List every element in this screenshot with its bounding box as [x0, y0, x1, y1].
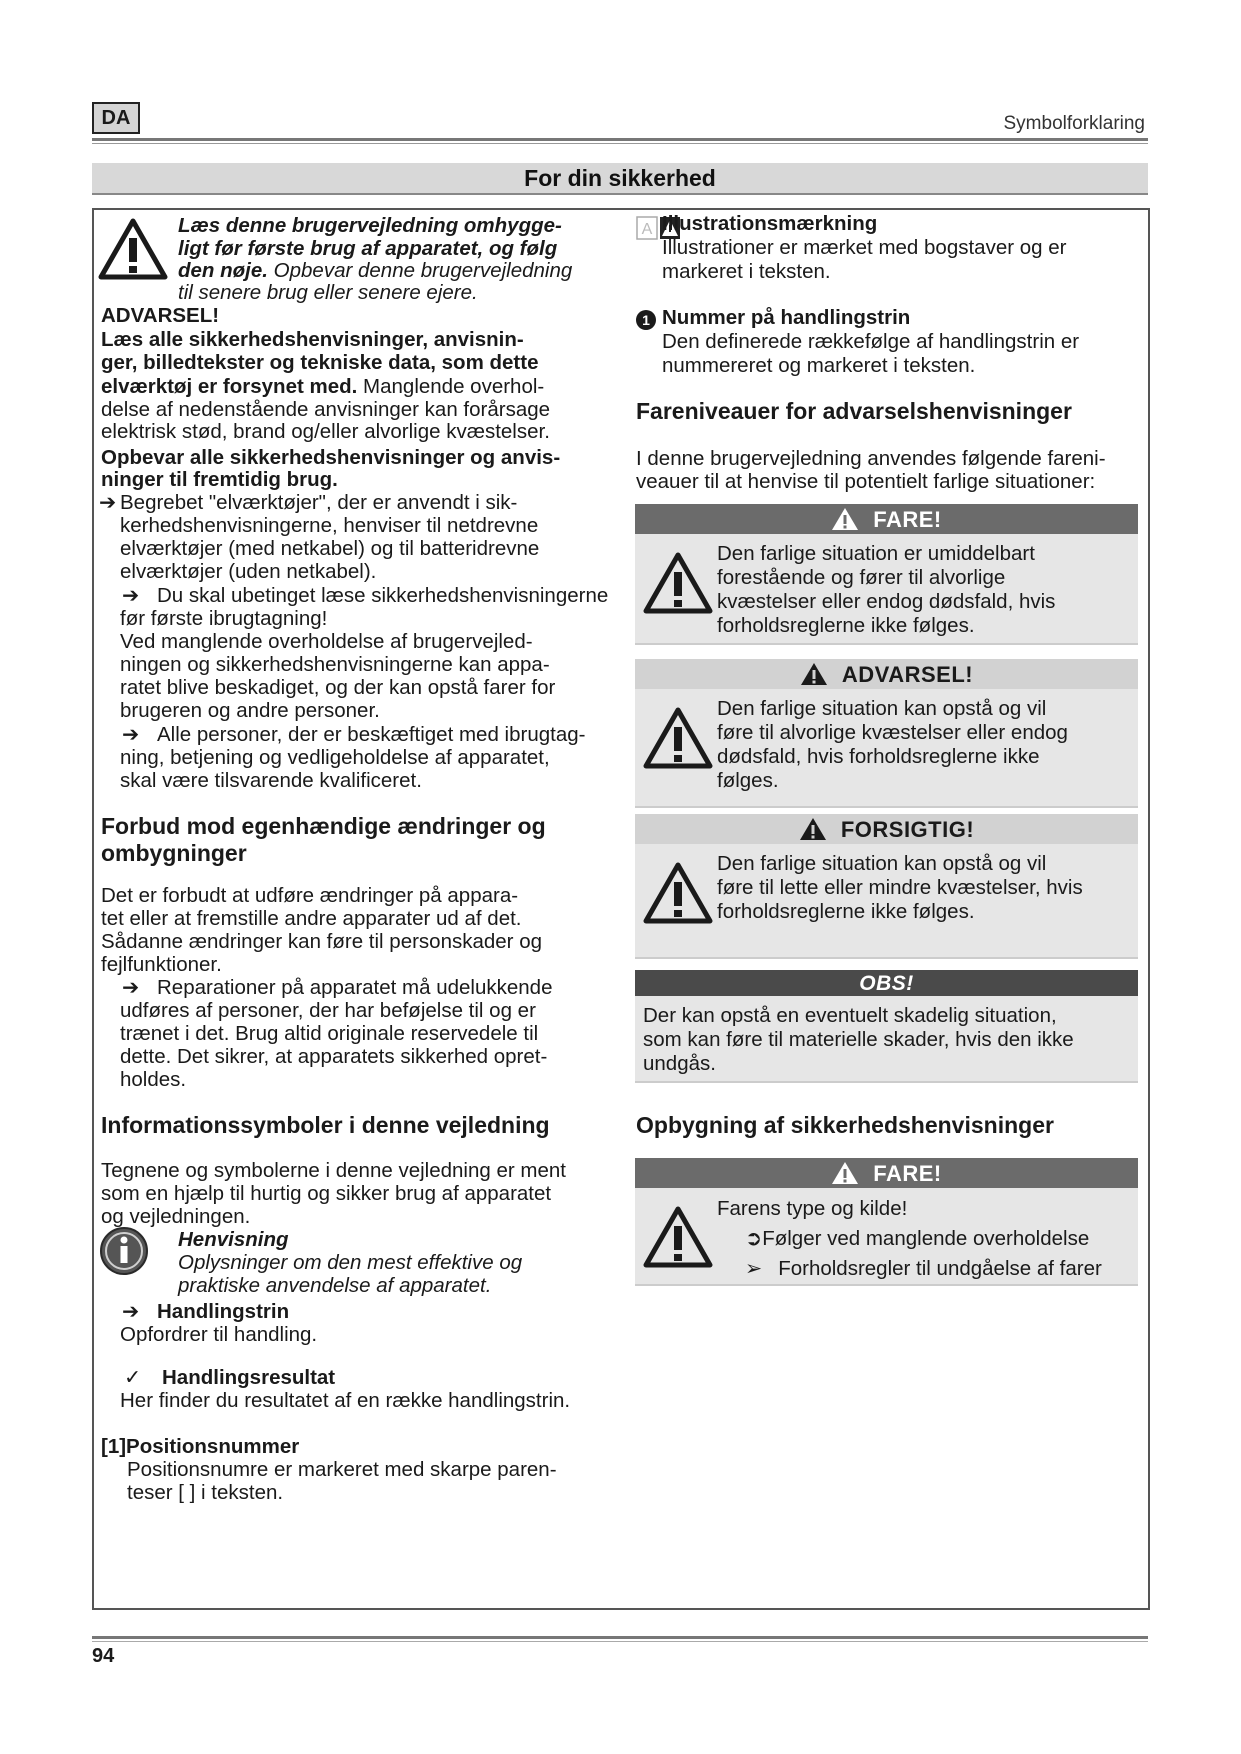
illustration-title: Illustrationsmærkning [662, 212, 878, 235]
illustration-line: Illustrationer er mærket med bogstaver og er [662, 236, 1067, 259]
intro-line: Opbevar denne brugervejledning [267, 259, 573, 282]
fare-line: Den farlige situation er umiddelbart [717, 542, 1035, 565]
repair-line: Reparationer på apparatet må udelukkende [157, 976, 553, 999]
fare-structure-label: FARE! [873, 1161, 942, 1186]
svg-text:A: A [641, 221, 653, 238]
warning-triangle-icon [643, 707, 713, 769]
fare-line: forestående og fører til alvorlige [717, 566, 1006, 589]
info-line: og vejledningen. [101, 1205, 251, 1228]
info-line: Tegnene og symbolerne i denne vejledning er ment [101, 1159, 566, 1182]
term-line: elværktøjer (uden netkabel). [120, 560, 377, 583]
lack-line: ratet blive beskadiget, og der kan opstå farer for [120, 676, 556, 699]
intro-bold-line: den nøje. [178, 259, 268, 282]
heading-forbud: Forbud mod egenhændige ændringer og [101, 813, 546, 839]
forsigtig-box [635, 814, 1138, 959]
lack-line: ningen og sikkerhedshenvisningerne kan appa- [120, 653, 550, 676]
advarsel-box-line: følges. [717, 769, 779, 792]
fare-structure-box [635, 1158, 1138, 1286]
repair-line: holdes. [120, 1068, 187, 1091]
footer-rule [92, 1636, 1148, 1642]
page-number: 94 [92, 1645, 115, 1667]
levels-line: I denne brugervejledning anvendes følgende fareni- [636, 447, 1106, 470]
persons-line: skal være tilsvarende kvalificeret. [120, 769, 422, 792]
advarsel-box-line: dødsfald, hvis forholdsreglerne ikke [717, 745, 1040, 768]
warning-triangle-icon [799, 817, 827, 841]
illustration-line: markeret i teksten. [662, 260, 831, 283]
check-icon: ✓ [124, 1366, 142, 1389]
language-badge: DA [92, 102, 140, 134]
chevron-right-icon: ➢ [745, 1257, 763, 1280]
keep-instructions-line: ninger til fremtidig brug. [101, 468, 338, 491]
intro-line: til senere brug eller senere ejere. [178, 281, 478, 304]
warning-triangle-icon [831, 1161, 859, 1185]
circle-arrow-icon: ➲ [745, 1227, 763, 1250]
advarsel-box-line: føre til alvorlige kvæstelser eller endog [717, 721, 1068, 744]
obs-line: undgås. [643, 1052, 716, 1075]
fare-structure-header [635, 1158, 1138, 1188]
heading-info-symbols: Informationssymboler i denne vejledning [101, 1112, 550, 1138]
handlingsresultat-desc: Her finder du resultatet af en række handlingstrin. [120, 1389, 571, 1412]
handlingstrin-title: Handlingstrin [157, 1300, 290, 1323]
arrow-icon: ➔ [122, 723, 140, 746]
obs-line: som kan føre til materielle skader, hvis den ikke [643, 1028, 1074, 1051]
forsigtig-line: Den farlige situation kan opstå og vil [717, 852, 1047, 875]
heading-danger-levels: Fareniveauer for advarselshenvisninger [636, 398, 1072, 424]
keep-instructions-line: Opbevar alle sikkerhedshenvisninger og anvis- [101, 446, 561, 469]
henvisning-line: Oplysninger om den mest effektive og [178, 1251, 523, 1274]
term-line: Begrebet "elværktøjer", der er anvendt i sik- [120, 491, 518, 514]
forbud-line: Sådanne ændringer kan føre til personskader og [101, 930, 543, 953]
advarsel-text-line: Manglende overhol- [357, 375, 545, 398]
arrow-icon: ➔ [122, 976, 140, 999]
repair-line: trænet i det. Brug altid originale reservedele til [120, 1022, 539, 1045]
must-read-line: før første ibrugtagning! [120, 607, 328, 630]
obs-header: OBS! [635, 970, 1138, 996]
advarsel-label: ADVARSEL! [841, 662, 974, 687]
fare-structure-line: Følger ved manglende overholdelse [762, 1227, 1090, 1250]
forbud-line: fejlfunktioner. [101, 953, 222, 976]
warning-triangle-icon [800, 662, 828, 686]
positionsnummer-title: [1]Positionsnummer [101, 1435, 300, 1458]
lack-line: brugeren og andre personer. [120, 699, 380, 722]
fare-structure-line: Forholdsregler til undgåelse af farer [778, 1257, 1102, 1280]
advarsel-box-line: Den farlige situation kan opstå og vil [717, 697, 1047, 720]
step-number-badge: 1 [636, 310, 656, 330]
warning-triangle-icon [643, 552, 713, 614]
fare-box [635, 504, 1138, 645]
term-line: elværktøjer (med netkabel) og til batteridrevne [120, 537, 540, 560]
section-title: Symbolforklaring [1003, 113, 1145, 134]
forsigtig-header [635, 814, 1138, 844]
step-title: Nummer på handlingstrin [662, 306, 911, 329]
page-banner: For din sikkerhed [92, 163, 1148, 195]
header-rule [92, 138, 1148, 144]
forsigtig-label: FORSIGTIG! [840, 817, 975, 842]
handlingstrin-desc: Opfordrer til handling. [120, 1323, 318, 1346]
obs-line: Der kan opstå en eventuelt skadelig situation, [643, 1004, 1057, 1027]
fare-structure-line: Farens type og kilde! [717, 1197, 908, 1220]
henvisning-line: praktiske anvendelse af apparatet. [178, 1274, 492, 1297]
advarsel-text-line: Læs alle sikkerhedshenvisninger, anvisnin- [101, 328, 524, 351]
step-line: nummereret og markeret i teksten. [662, 354, 976, 377]
advarsel-header [635, 659, 1138, 689]
forbud-line: Det er forbudt at udføre ændringer på appara- [101, 884, 519, 907]
warning-triangle-icon [643, 1206, 713, 1268]
persons-line: Alle personer, der er beskæftiget med ibrugtag- [157, 723, 586, 746]
warning-triangle-icon [831, 507, 859, 531]
forsigtig-line: føre til lette eller mindre kvæstelser, hvis [717, 876, 1083, 899]
arrow-icon: ➔ [122, 1300, 140, 1323]
levels-line: veauer til at henvise til potentielt farlige situationer: [636, 470, 1096, 493]
advarsel-text-line: elektrisk stød, brand og/eller alvorlige kvæstelser. [101, 420, 550, 443]
henvisning-title: Henvisning [178, 1228, 289, 1251]
handlingsresultat-title: Handlingsresultat [162, 1366, 336, 1389]
intro-bold-line: ligt før første brug af apparatet, og følg [178, 237, 558, 260]
lack-line: Ved manglende overholdelse af brugervejled- [120, 630, 533, 653]
obs-box [635, 970, 1138, 1083]
positionsnummer-line: Positionsnumre er markeret med skarpe paren- [127, 1458, 557, 1481]
repair-line: dette. Det sikrer, at apparatets sikkerhed opret- [120, 1045, 548, 1068]
advarsel-text-line: delse af nedenstående anvisninger kan forårsage [101, 398, 551, 421]
info-line: som en hjælp til hurtig og sikker brug af apparatet [101, 1182, 552, 1205]
persons-line: ning, betjening og vedligeholdelse af apparatet, [120, 746, 550, 769]
info-icon [99, 1226, 149, 1276]
forsigtig-line: forholdsreglerne ikke følges. [717, 900, 975, 923]
must-read-line: Du skal ubetinget læse sikkerhedshenvisningerne [157, 584, 609, 607]
fare-label: FARE! [873, 507, 942, 532]
repair-line: udføres af personer, der har beføjelse til og er [120, 999, 536, 1022]
arrow-icon: ➔ [122, 584, 140, 607]
fare-header [635, 504, 1138, 534]
advarsel-label: ADVARSEL! [101, 304, 220, 327]
warning-triangle-icon [98, 218, 168, 280]
forbud-line: tet eller at fremstille andre apparater ud af det. [101, 907, 522, 930]
advarsel-text-line: elværktøj er forsynet med. [101, 375, 358, 398]
warning-triangle-icon [643, 862, 713, 924]
advarsel-text-line: ger, billedtekster og tekniske data, som dette [101, 351, 539, 374]
fare-line: forholdsreglerne ikke følges. [717, 614, 975, 637]
term-line: kerhedshenvisningerne, henviser til netdrevne [120, 514, 539, 537]
positionsnummer-line: teser [ ] i teksten. [127, 1481, 284, 1504]
advarsel-box [635, 659, 1138, 808]
intro-bold-line: Læs denne brugervejledning omhygge- [178, 214, 562, 237]
arrow-icon: ➔ [99, 491, 117, 514]
fare-line: kvæstelser eller endog dødsfald, hvis [717, 590, 1056, 613]
step-line: Den definerede rækkefølge af handlingstrin er [662, 330, 1080, 353]
heading-forbud: ombygninger [101, 840, 247, 866]
heading-structure: Opbygning af sikkerhedshenvisninger [636, 1112, 1054, 1138]
